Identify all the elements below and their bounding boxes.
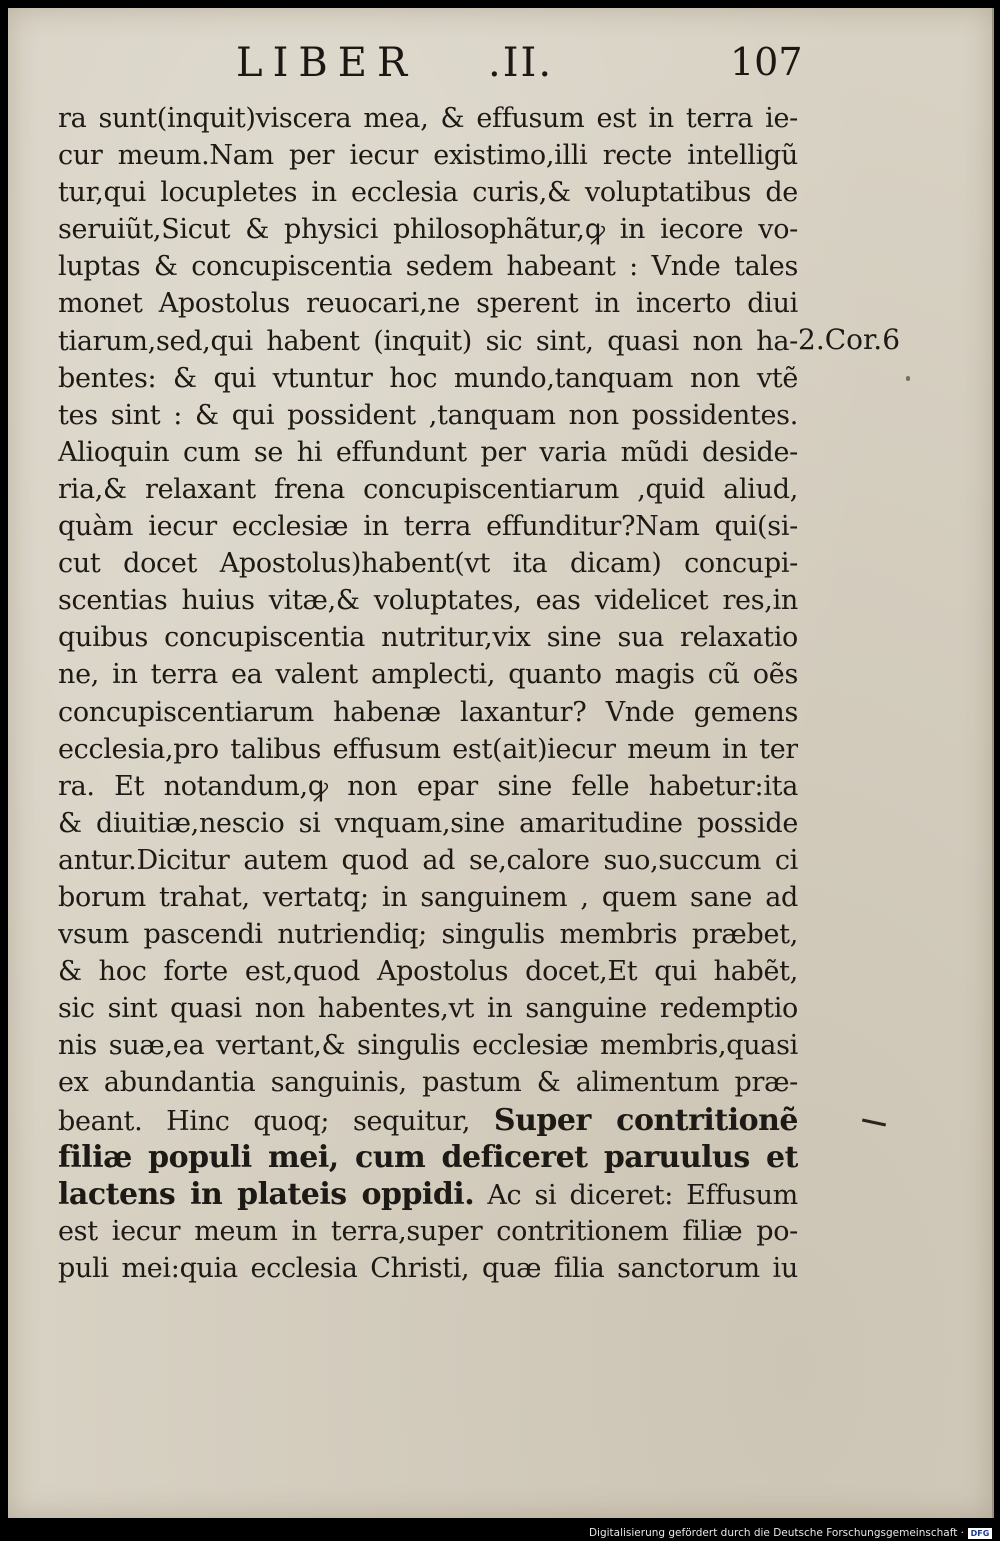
text-line: borum trahat, vertatq; in sanguinem , quem sane ad — [58, 881, 798, 913]
text-segment: Ac si diceret: Effusum — [487, 1179, 798, 1211]
text-line — [58, 1176, 798, 1213]
text-line: quàm iecur ecclesiæ in terra effunditur?Nam qui(si- — [58, 511, 798, 543]
text-line: cur meum.Nam per iecur existimo,illi recte intelligũ — [58, 140, 798, 172]
text-line: Alioquin cum se hi effundunt per varia mũdi deside- — [58, 436, 798, 468]
text-line: tur,qui locupletes in ecclesia curis,& voluptatibus de — [58, 177, 798, 209]
margin-mark — [862, 1119, 886, 1127]
dfg-logo: DFG — [968, 1528, 992, 1539]
text-line: cut docet Apostolus)habent(vt ita dicam) concupi- — [58, 548, 798, 580]
text-line: vsum pascendi nutriendiq; singulis membris præbet, — [58, 919, 798, 951]
text-line: puli mei:quia ecclesia Christi, quæ filia sanctorum iu — [58, 1252, 798, 1284]
page-number: 107 — [730, 40, 803, 84]
text-line: ra. Et notandum,ꝙ non epar sine felle habetur:ita — [58, 770, 798, 802]
text-line: scentias huius vitæ,& voluptates, eas videlicet res,in — [58, 585, 798, 617]
text-line: luptas & concupiscentia sedem habeant : Vnde tales — [58, 251, 798, 283]
text-line: ex abundantia sanguinis, pastum & alimentum præ- — [58, 1067, 798, 1099]
text-line: ra sunt(inquit)viscera mea, & effusum est in terra ie- — [58, 103, 798, 134]
text-line: nis suæ,ea vertant,& singulis ecclesiæ membris,quasi — [58, 1030, 798, 1062]
text-line: antur.Dicitur autem quod ad se,calore suo,succum ci — [58, 844, 798, 876]
text-line: est iecur meum in terra,super contritionem filiæ po- — [58, 1215, 798, 1247]
digitization-credit: Digitalisierung gefördert durch die Deutsche Forschungsgemeinschaft · — [588, 1527, 964, 1539]
text-line: & hoc forte est,quod Apostolus docet,Et qui habẽt, — [58, 956, 798, 988]
header-title: LIBER — [236, 40, 418, 86]
text-line: seruiũt,Sicut & physici philosophãtur,ꝙ in iecore vo- — [58, 214, 798, 246]
text-line: bentes: & qui vtuntur hoc mundo,tanquam non vtẽ — [58, 362, 798, 394]
running-header — [8, 40, 992, 90]
text-line: & diuitiæ,nescio si vnquam,sine amaritudine posside — [58, 807, 798, 839]
text-line: ria,& relaxant frena concupiscentiarum ,quid aliud, — [58, 473, 798, 505]
blackletter-line: filiæ populi mei, cum deficeret paruulus et — [58, 1139, 798, 1175]
text-line: quibus concupiscentia nutritur,vix sine sua relaxatio — [58, 622, 798, 654]
text-line — [58, 1102, 798, 1139]
text-line: monet Apostolus reuocari,ne sperent in incerto diui — [58, 288, 798, 320]
text-line: ecclesia,pro talibus effusum est(ait)iecur meum in ter — [58, 733, 798, 765]
ink-spot — [906, 376, 910, 381]
text-line: concupiscentiarum habenæ laxantur? Vnde gemens — [58, 696, 798, 728]
blackletter-phrase: Super contritionẽ — [493, 1102, 798, 1138]
book-page — [8, 8, 994, 1518]
margin-reference: 2.Cor.6 — [798, 323, 901, 356]
text-line: tes sint : & qui possident ,tanquam non possidentes. — [58, 399, 798, 431]
header-book-number: .II. — [488, 40, 554, 86]
body-text — [58, 100, 798, 1287]
blackletter-phrase: lactens in plateis oppidi. — [58, 1176, 475, 1212]
text-line: sic sint quasi non habentes,vt in sanguine redemptio — [58, 993, 798, 1025]
text-segment: beant. Hinc quoq; sequitur, — [58, 1105, 471, 1137]
text-line: tiarum,sed,qui habent (inquit) sic sint, quasi non ha- — [58, 325, 798, 357]
text-line: ne, in terra ea valent amplecti, quanto magis cũ oẽs — [58, 659, 798, 691]
